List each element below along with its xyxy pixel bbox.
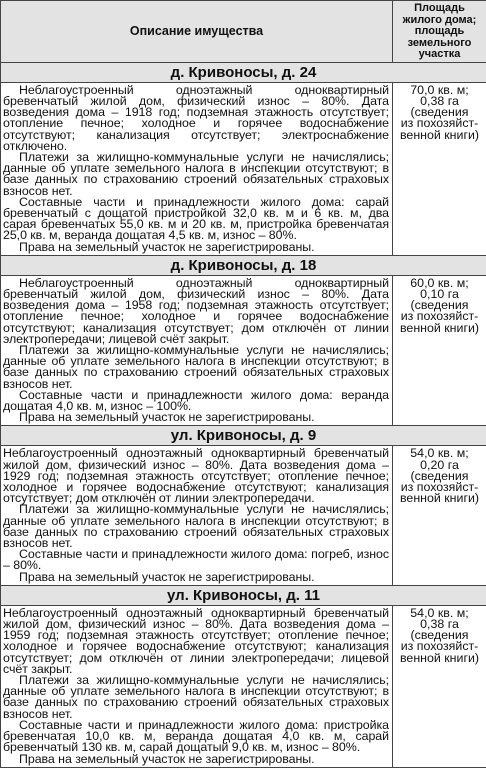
- area-line: (сведения: [395, 107, 484, 118]
- section-title: д. Кривоносы, д. 24: [1, 62, 486, 82]
- header-area-line: Площадь: [393, 3, 486, 15]
- header-area-line: жилого дома;: [393, 15, 486, 27]
- payments-paragraph: Платежи за жилищно-коммунальные услуги не начислялись; данные об уплате земельного налога в инспекции отсутствуют; в базе данных по страхованию строений обязательных страховых взносов нет.: [3, 675, 389, 720]
- table-row: [1, 605, 486, 767]
- header-area: [393, 1, 486, 63]
- area-line: 54,0 кв. м;: [395, 608, 484, 619]
- table-header-row: [1, 1, 486, 63]
- area-line: венной книги): [395, 130, 484, 141]
- area-line: 0,38 га: [395, 96, 484, 107]
- area-line: (сведения: [395, 300, 484, 311]
- property-area: [393, 275, 486, 426]
- components-paragraph: Составные части и принадлежности жилого дома: пристройка бревенчатая 10,0 кв. м, веранда дощатая 4,0 кв. м, сарай бревенчатый 130 кв. м, сарай дощатый 9,0 кв. м, износ – 80%.: [3, 720, 389, 754]
- land-rights-paragraph: Права на земельный участок не зарегистрированы.: [3, 242, 389, 253]
- section-title-row: [1, 585, 486, 605]
- table-row: [1, 275, 486, 426]
- payments-paragraph: Платежи за жилищно-коммунальные услуги не начислялись; данные об уплате земельного налога в инспекции отсутствуют; в базе данных по страхованию строений обязательных страховых взносов нет.: [3, 152, 389, 197]
- payments-paragraph: Платежи за жилищно-коммунальные услуги не начислялись; данные об уплате земельного налога в инспекции отсутствуют; в базе данных по страхованию строений обязательных страховых взносов нет.: [3, 504, 389, 549]
- area-line: венной книги): [395, 653, 484, 664]
- area-line: 0,10 га: [395, 289, 484, 300]
- description-paragraph: Неблагоустроенный одноэтажный одноквартирный бревенчатый жилой дом, физический износ – 80%. Дата возведения дома – 1918 год; подземная этажность отсутствует; отопление печное; холодное и горячее водоснабжение отсутствуют; канализация отсутствует; электроснабжение отключено.: [3, 85, 389, 152]
- header-area-line: площадь: [393, 26, 486, 38]
- property-area: [393, 446, 486, 585]
- property-area: [393, 82, 486, 255]
- table-row: [1, 82, 486, 255]
- property-description: [1, 275, 393, 426]
- land-rights-paragraph: Права на земельный участок не зарегистрированы.: [3, 572, 389, 583]
- header-description: Описание имущества: [1, 1, 393, 63]
- description-paragraph: Неблагоустроенный одноэтажный одноквартирный бревенчатый жилой дом, физический износ – 80%. Дата возведения дома – 1958 год; подземная этажность отсутствует; отопление печное; холодное и горячее водоснабжение отсутствуют; канализация отсутствует; дом отключён от линии электропередачи; лицевой счёт закрыт.: [3, 278, 389, 345]
- section-title: д. Кривоносы, д. 18: [1, 255, 486, 275]
- section-title-row: [1, 255, 486, 275]
- payments-paragraph: Платежи за жилищно-коммунальные услуги не начислялись; данные об уплате земельного налога в инспекции отсутствуют; в базе данных по страхованию строений обязательных страховых взносов нет.: [3, 345, 389, 390]
- components-paragraph: Составные части и принадлежности жилого дома: веранда дощатая 4,0 кв. м, износ – 100%.: [3, 390, 389, 412]
- section-title-row: [1, 62, 486, 82]
- section-title-row: [1, 426, 486, 446]
- area-line: из похозяйст-: [395, 118, 484, 129]
- description-paragraph: Неблагоустроенный одноэтажный одноквартирный бревенчатый жилой дом, физический износ – 80%. Дата возведения дома – 1959 год; подземная этажность отсутствует; отопление печное; холодное и горячее водоснабжение отсутствуют; канализация отсутствует; дом отключён от линии электропередачи; лицевой счёт закрыт.: [3, 608, 389, 675]
- area-line: из похозяйст-: [395, 641, 484, 652]
- components-paragraph: Составные части и принадлежности жилого дома: погреб, износ – 80%.: [3, 549, 389, 571]
- header-area-line: земельного: [393, 38, 486, 50]
- land-rights-paragraph: Права на земельный участок не зарегистрированы.: [3, 754, 389, 765]
- area-line: венной книги): [395, 323, 484, 334]
- area-line: из похозяйст-: [395, 311, 484, 322]
- area-line: (сведения: [395, 630, 484, 641]
- area-line: 0,20 га: [395, 460, 484, 471]
- area-line: венной книги): [395, 493, 484, 504]
- section-title: ул. Кривоносы, д. 9: [1, 426, 486, 446]
- area-line: 70,0 кв. м;: [395, 85, 484, 96]
- area-line: 54,0 кв. м;: [395, 448, 484, 459]
- description-paragraph: Неблагоустроенный одноэтажный одноквартирный бревенчатый жилой дом, физический износ – 80%. Дата возведения дома – 1929 год; подземная этажность отсутствует; отопление печное; холодное и горячее водоснабжение отсутствуют; канализация отсутствует; дом отключён от линии электропередачи.: [3, 448, 389, 504]
- land-rights-paragraph: Права на земельный участок не зарегистрированы.: [3, 412, 389, 423]
- area-line: 60,0 кв. м;: [395, 278, 484, 289]
- property-area: [393, 605, 486, 767]
- table-row: [1, 446, 486, 585]
- components-paragraph: Составные части и принадлежности жилого дома: сарай бревенчатый с дощатой пристройкой 32,0 кв. м и 6 кв. м, два сарая бревенчатых 55,0 кв. м и 20 кв. м, пристройка бревенчатая 25,0 кв. м, веранда дощатая 4,5 кв. м, износ – 80%.: [3, 197, 389, 242]
- property-description: [1, 82, 393, 255]
- area-line: (сведения: [395, 471, 484, 482]
- property-description: [1, 605, 393, 767]
- section-title: ул. Кривоносы, д. 11: [1, 585, 486, 605]
- property-description: [1, 446, 393, 585]
- area-line: из похозяйст-: [395, 482, 484, 493]
- area-line: 0,38 га: [395, 619, 484, 630]
- header-area-line: участка: [393, 49, 486, 61]
